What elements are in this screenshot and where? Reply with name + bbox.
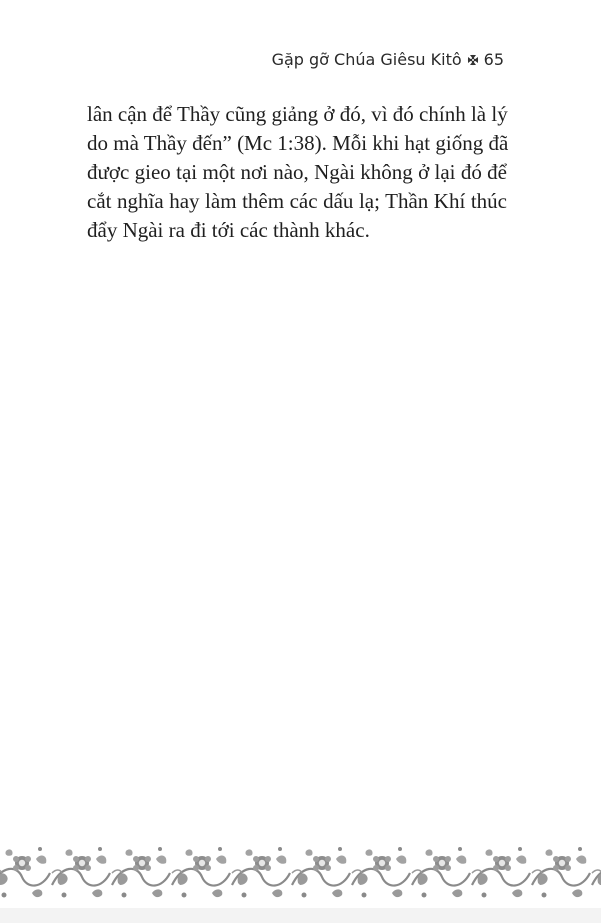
floral-border-ornament xyxy=(0,845,601,903)
text-line: đẩy Ngài ra đi tới các thành khác. xyxy=(87,218,370,242)
text-line: được gieo tại một nơi nào, Ngài không ở lại đó để xyxy=(87,160,507,184)
cross-pattee-icon xyxy=(467,54,479,66)
text-line: do mà Thầy đến” (Mc 1:38). Mỗi khi hạt giống đã xyxy=(87,131,509,155)
book-title: Gặp gỡ Chúa Giêsu Kitô xyxy=(271,50,462,69)
page-number: 65 xyxy=(483,50,504,69)
text-line: cắt nghĩa hay làm thêm các dấu lạ; Thần Khí thúc xyxy=(87,189,507,213)
body-paragraph xyxy=(87,100,507,245)
text-line: lân cận để Thầy cũng giảng ở đó, vì đó chính là lý xyxy=(87,102,508,126)
page-bottom-edge xyxy=(0,908,601,923)
running-header xyxy=(272,50,504,69)
